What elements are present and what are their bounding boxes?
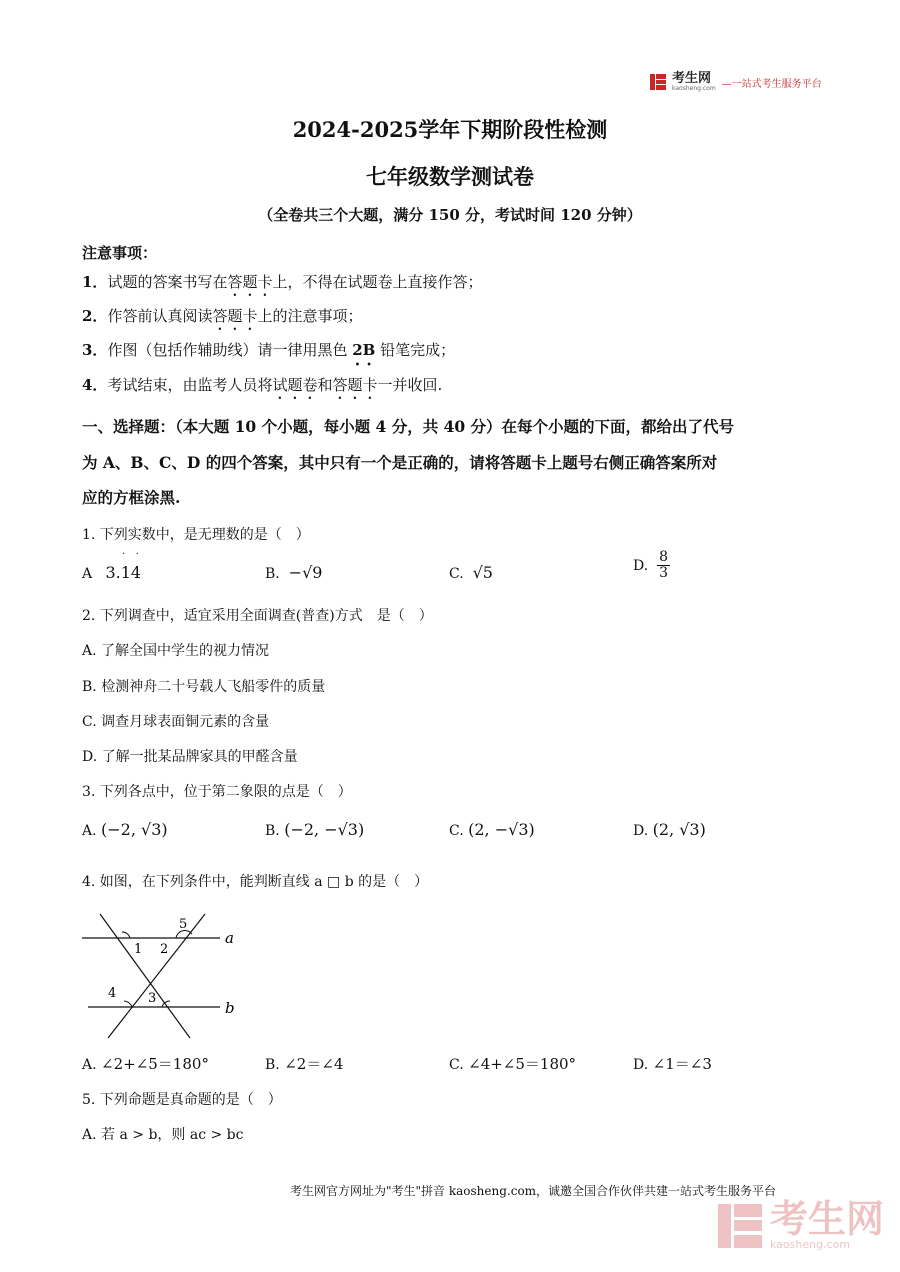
brand-logo-icon (650, 74, 666, 90)
label-angle-2: 2 (160, 942, 169, 957)
question-1-option-d: D. $\frac{8}{3}$ (633, 549, 669, 582)
notice-item-1: 1．试题的答案书写在答题卡上，不得在试题卷上直接作答； (82, 273, 483, 291)
fraction: $\frac{8}{3}$ (659, 549, 669, 582)
question-5-option-a: A. 若 a > b，则 ac > bc (82, 1127, 244, 1143)
question-2-option-c: C. 调查月球表面铜元素的含量 (82, 714, 270, 730)
question-2-option-b: B. 检测神舟二十号载人飞船零件的质量 (82, 679, 326, 695)
watermark (718, 1197, 885, 1251)
question-2-stem: 2. 下列调查中，适宜采用全面调查(普查)方式 是（ ） (82, 608, 433, 624)
question-2-option-d: D. 了解一批某品牌家具的甲醛含量 (82, 749, 298, 765)
question-4-option-c: C. ∠4+∠5＝180° (449, 1055, 577, 1073)
label-b: b (225, 999, 235, 1017)
section-1-line-3: 应的方框涂黑. (82, 488, 181, 507)
exam-info: （全卷共三个大题，满分 150 分，考试时间 120 分钟） (258, 206, 642, 224)
question-4-stem: 4. 如图，在下列条件中，能判断直线 a □ b 的是（ ） (82, 874, 429, 890)
brand-logo (650, 72, 822, 92)
question-3-option-d: D. (2, √3) (633, 820, 706, 839)
question-4-option-a: A. ∠2+∠5＝180° (82, 1055, 209, 1073)
label-angle-3: 3 (148, 991, 157, 1006)
brand-slogan: —一站式考生服务平台 (721, 78, 822, 90)
watermark-text: 考生网 (770, 1197, 885, 1241)
section-1-line-2: 为 A、B、C、D 的四个答案，其中只有一个是正确的，请将答题卡上题号右侧正确答案所对 (82, 453, 718, 472)
label-angle-1: 1 (134, 942, 143, 957)
question-4-option-b: B. ∠2＝∠4 (265, 1055, 344, 1073)
question-3-option-b: B. (−2, −√3) (265, 820, 365, 839)
section-1-line-1: 一、选择题：（本大题 10 个小题，每小题 4 分，共 40 分）在每个小题的下面，都给出了代号 (82, 417, 735, 436)
watermark-domain: kaosheng.com (770, 1238, 851, 1251)
notice-item-2: 2．作答前认真阅读答题卡上的注意事项； (82, 307, 363, 325)
question-3-stem: 3. 下列各点中，位于第二象限的点是（ ） (82, 784, 352, 800)
watermark-logo-icon (718, 1204, 762, 1248)
exam-title: 2024-2025学年下期阶段性检测 (292, 117, 608, 142)
exam-subject-title: 七年级数学测试卷 (366, 164, 534, 189)
parallel-lines-figure (80, 910, 250, 1040)
label-a: a (225, 929, 234, 947)
label-angle-4: 4 (108, 986, 117, 1001)
brand-name: 考生网 (672, 71, 712, 86)
transversal-1 (100, 914, 190, 1038)
question-4-option-d: D. ∠1＝∠3 (633, 1055, 712, 1073)
question-5-stem: 5. 下列命题是真命题的是（ ） (82, 1092, 282, 1108)
angle-1-arc (122, 932, 130, 938)
footer-text: 考生网官方网址为"考生"拼音 kaosheng.com，诚邀全国合作伙伴共建一站式考生服务平台 (290, 1184, 777, 1198)
notice-item-3: 3．作图（包括作辅助线）请一律用黑色 2B 铅笔完成； (82, 341, 456, 359)
question-1-option-a: A 3.14 ˙ ˙ (82, 551, 143, 582)
question-1-option-c: C. √5 (449, 563, 493, 582)
label-angle-5: 5 (179, 917, 188, 932)
question-1-option-b: B. −√9 (265, 563, 323, 582)
angle-4-arc (124, 1001, 132, 1007)
question-2-option-a: A. 了解全国中学生的视力情况 (82, 643, 270, 659)
question-3-option-c: C. (2, −√3) (449, 820, 535, 839)
question-3-option-a: A. (−2, √3) (82, 820, 168, 839)
question-1-stem: 1. 下列实数中，是无理数的是（ ） (82, 527, 310, 543)
notice-heading: 注意事项： (82, 244, 158, 262)
brand-domain: kaosheng.com (672, 85, 716, 92)
notice-item-4: 4．考试结束，由监考人员将试题卷和答题卡一并收回. (82, 376, 443, 394)
